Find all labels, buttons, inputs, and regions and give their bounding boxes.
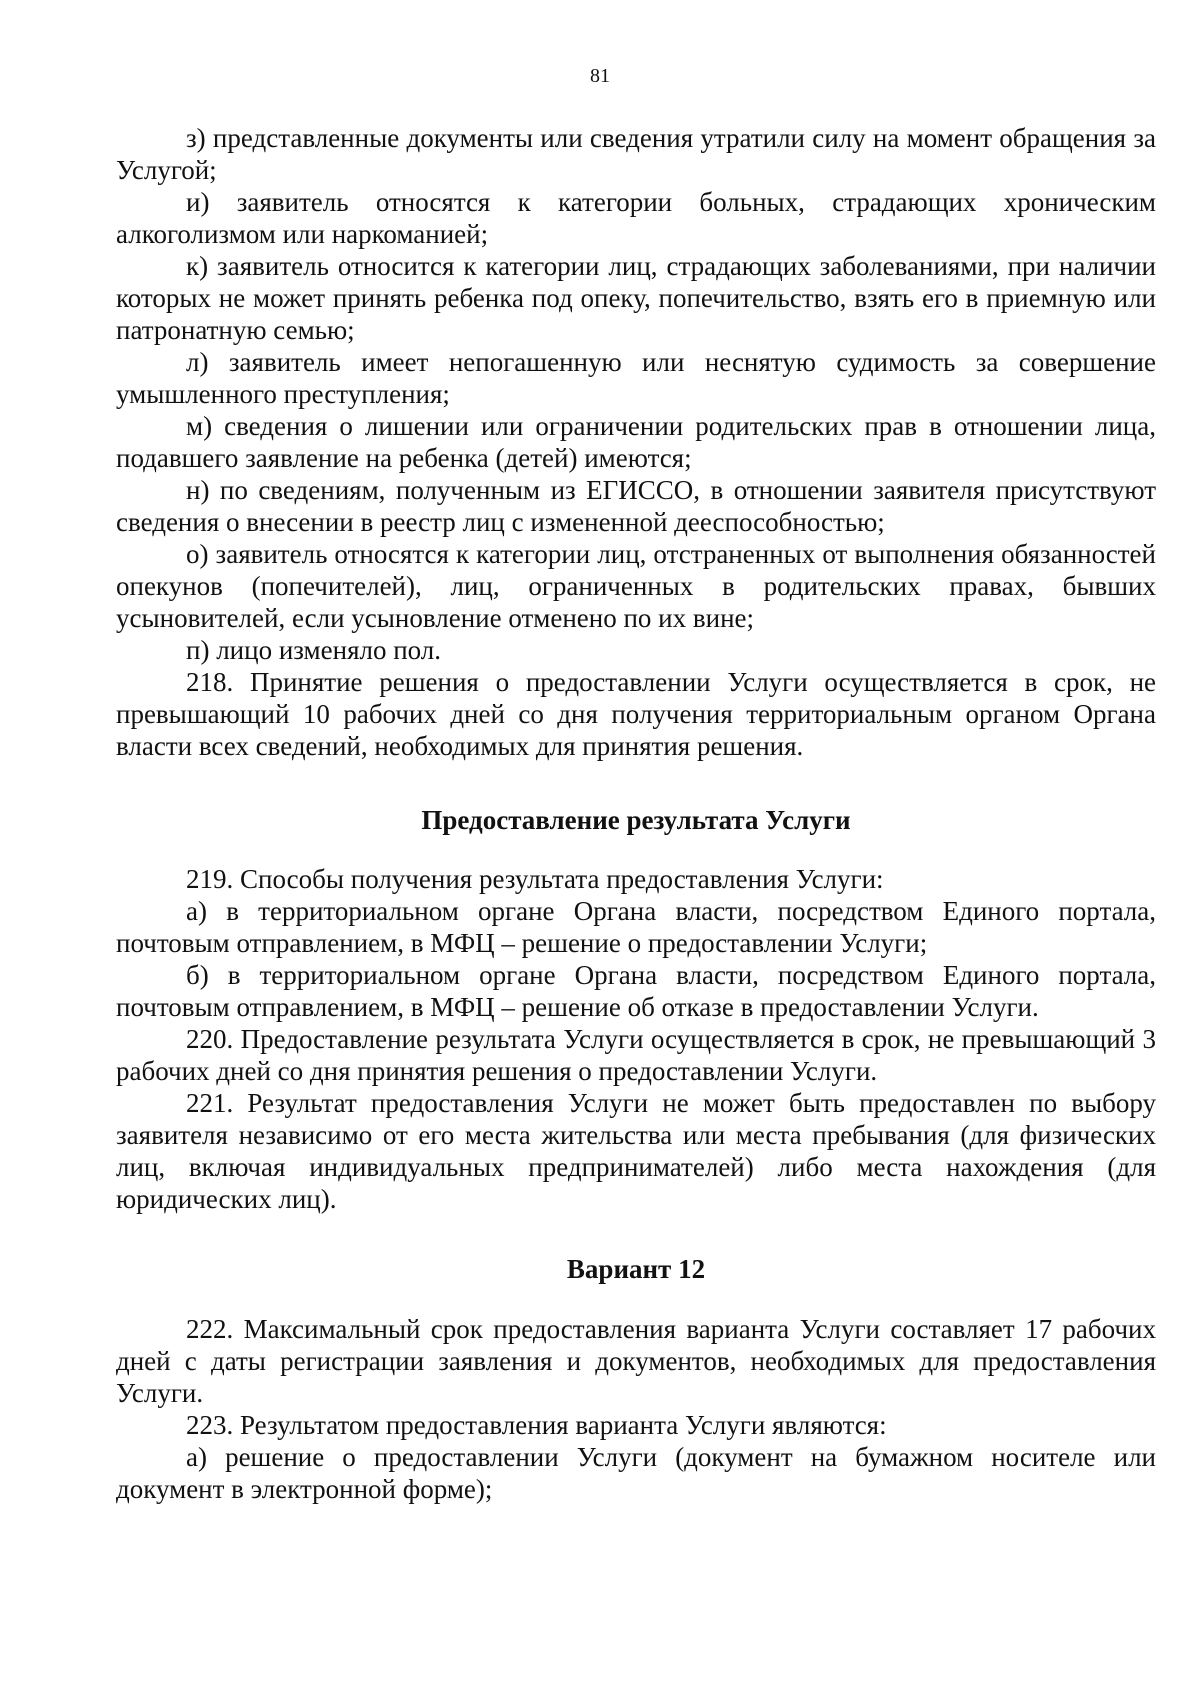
paragraph-220: 220. Предоставление результата Услуги осуществляется в срок, не превышающий 3 рабочих дней со дня принятия решения о предоставлении Услуги.: [116, 1024, 1156, 1086]
page-number: 81: [590, 65, 610, 87]
paragraph-o: о) заявитель относятся к категории лиц, отстраненных от выполнения обязанностей опекунов (попечителей), лиц, ограниченных в родительских правах, бывших усыновителей, если усыновление отменено по их вине;: [116, 539, 1156, 633]
section-heading-variant: Вариант 12: [566, 1254, 706, 1284]
paragraph-k: к) заявитель относится к категории лиц, страдающих заболеваниями, при наличии которых не может принять ребенка под опеку, попечительство, взять его в приемную или патронатную семью;: [116, 251, 1156, 345]
paragraph-l: л) заявитель имеет непогашенную или неснятую судимость за совершение умышленного преступления;: [116, 347, 1156, 409]
paragraph-i: и) заявитель относятся к категории больных, страдающих хроническим алкоголизмом или наркоманией;: [116, 187, 1156, 249]
paragraph-219: 219. Способы получения результата предоставления Услуги:: [186, 864, 884, 894]
paragraph-221: 221. Результат предоставления Услуги не может быть предоставлен по выбору заявителя независимо от его места жительства или места пребывания (для физических лиц, включая индивидуальных предпринимателей) либо места нахождения (для юридических лиц).: [116, 1088, 1156, 1214]
paragraph-219-b: б) в территориальном органе Органа власти, посредством Единого портала, почтовым отправлением, в МФЦ – решение об отказе в предоставлении Услуги.: [116, 960, 1156, 1022]
paragraph-223: 223. Результатом предоставления варианта Услуги являются:: [186, 1410, 887, 1440]
paragraph-m: м) сведения о лишении или ограничении родительских прав в отношении лица, подавшего заявление на ребенка (детей) имеются;: [116, 411, 1156, 473]
paragraph-n: н) по сведениям, полученным из ЕГИССО, в отношении заявителя присутствуют сведения о внесении в реестр лиц с измененной дееспособностью;: [116, 475, 1156, 537]
paragraph-p: п) лицо изменяло пол.: [186, 635, 442, 665]
paragraph-222: 222. Максимальный срок предоставления варианта Услуги составляет 17 рабочих дней с даты регистрации заявления и документов, необходимых для предоставления Услуги.: [116, 1314, 1156, 1408]
paragraph-223-a: а) решение о предоставлении Услуги (документ на бумажном носителе или документ в электронной форме);: [116, 1442, 1156, 1504]
paragraph-z: з) представленные документы или сведения утратили силу на момент обращения за Услугой;: [116, 123, 1156, 185]
paragraph-219-a: а) в территориальном органе Органа власти, посредством Единого портала, почтовым отправлением, в МФЦ – решение о предоставлении Услуги;: [116, 896, 1156, 958]
section-heading-result: Предоставление результата Услуги: [421, 805, 851, 835]
paragraph-218: 218. Принятие решения о предоставлении Услуги осуществляется в срок, не превышающий 10 рабочих дней со дня получения территориальным органом Органа власти всех сведений, необходимых для принятия решения.: [116, 667, 1156, 761]
document-body: [116, 122, 1156, 1505]
